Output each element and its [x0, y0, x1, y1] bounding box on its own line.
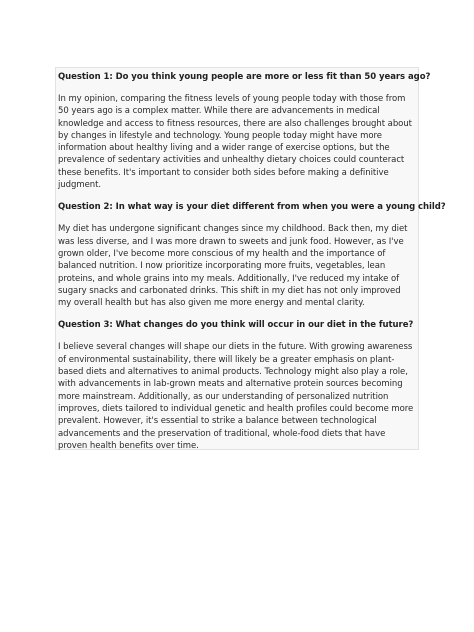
answer-paragraph: In my opinion, comparing the fitness levels of young people today with those from 50 years ago is a complex matter. While there are advancements in medical knowledge and access to fitness resources, there are also challenges brought about by changes in lifestyle and technology. Young people today might have more information about healthy living and a wider range of exercise options, but the prevalence of sedentary activities and unhealthy dietary choices could counteract these benefits. It's important to consider both sides before making a definitive judgment. [58, 94, 412, 191]
qa-section-2 [58, 201, 446, 309]
answer-paragraph: My diet has undergone significant changes since my childhood. Back then, my diet was less diverse, and I was more drawn to sweets and junk food. However, as I've grown older, I've become more conscious of my health and the importance of balanced nutrition. I now prioritize incorporating more fruits, vegetables, lean proteins, and whole grains into my meals. Additionally, I've reduced my intake of sugary snacks and carbonated drinks. This shift in my diet has not only improved my overall health but has also given me more energy and mental clarity. [58, 224, 408, 309]
question-heading: Question 3: What changes do you think will occur in our diet in the future? [58, 320, 414, 331]
document-text-block [55, 67, 446, 451]
qa-section-1 [58, 71, 431, 191]
answer-paragraph: I believe several changes will shape our diets in the future. With growing awareness of environmental sustainability, there will likely be a greater emphasis on plant-based diets and alternatives to animal products. Technology might also play a role, with advancements in lab-grown meats and alternative protein sources becoming more mainstream. Additionally, as our understanding of personalized nutrition improves, diets tailored to individual genetic and health profiles could become more prevalent. However, it's essential to strike a balance between technological advancements and the preservation of traditional, whole-food diets that have proven health benefits over time. [58, 342, 414, 451]
qa-section-3 [58, 319, 416, 452]
question-heading: Question 1: Do you think young people are more or less fit than 50 years ago? [58, 72, 431, 82]
question-heading: Question 2: In what way is your diet different from when you were a young child? [58, 202, 446, 213]
